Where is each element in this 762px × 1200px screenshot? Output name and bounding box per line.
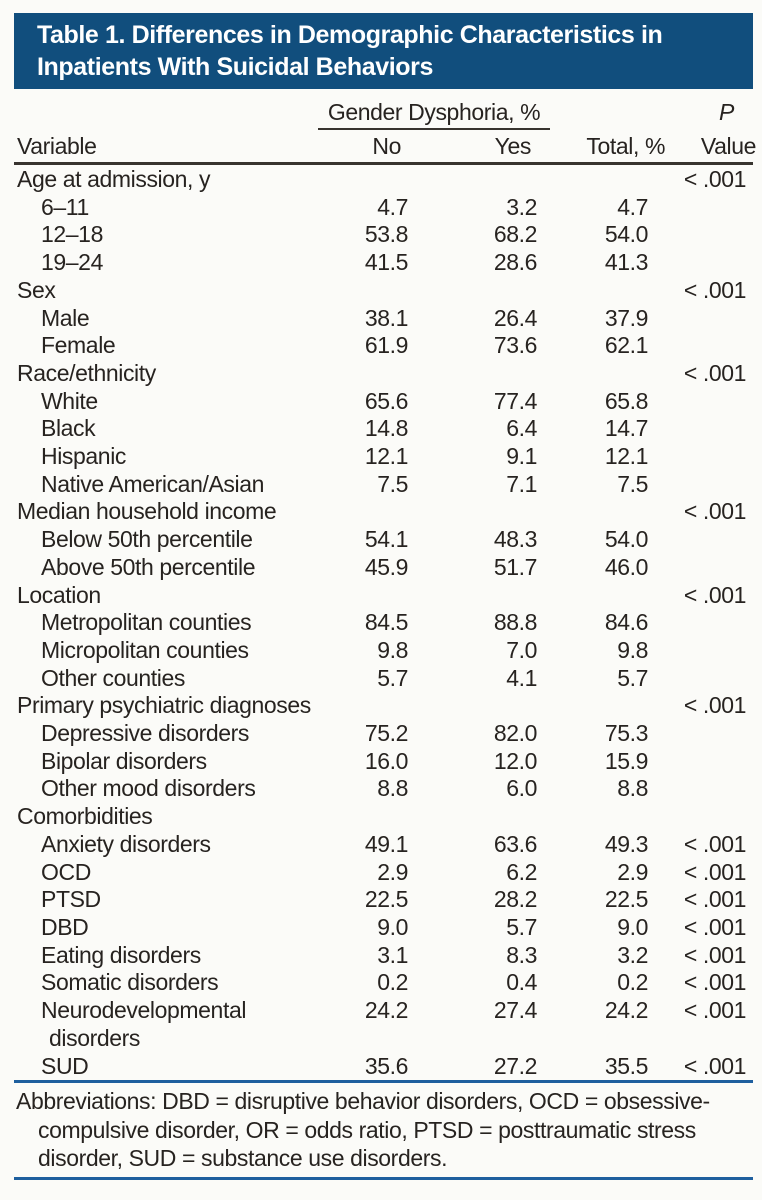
cell-p-value: < .001 [683, 276, 746, 303]
cell-yes: 82.0 [493, 720, 537, 747]
cell-yes: 6.0 [506, 775, 537, 802]
cell-p-value: < .001 [683, 913, 746, 940]
row-label: PTSD [41, 886, 101, 913]
cell-yes [408, 360, 537, 388]
row-label: 19–24 [41, 249, 103, 276]
cell-yes: 5.7 [506, 913, 537, 940]
row-label: Depressive disorders [41, 720, 250, 747]
cell-p-value: < .001 [683, 692, 746, 719]
cell-total: 49.3 [604, 830, 648, 857]
cell-no [318, 166, 408, 194]
table-row [14, 1053, 753, 1081]
cell-p-value: < .001 [683, 997, 746, 1024]
row-label: Below 50th percentile [41, 526, 253, 553]
cell-no: 9.0 [377, 913, 408, 940]
cell-p-value: < .001 [683, 969, 746, 996]
cell-p-value: < .001 [683, 498, 746, 525]
cell-yes [408, 166, 537, 194]
table-row [14, 388, 753, 416]
cell-total: 65.8 [604, 387, 648, 414]
cell-yes: 68.2 [493, 221, 537, 248]
footnote-line-1: Abbreviations: DBD = disruptive behavior disorders, OCD = obsessive- [16, 1088, 710, 1115]
cell-no: 4.7 [377, 193, 408, 220]
row-label: Bipolar disorders [41, 747, 207, 774]
cell-yes: 6.4 [506, 415, 537, 442]
cell-no: 53.8 [364, 221, 408, 248]
row-label: Race/ethnicity [17, 359, 156, 386]
cell-no: 22.5 [364, 886, 408, 913]
table-row [14, 748, 753, 776]
cell-yes: 73.6 [493, 332, 537, 359]
row-label: DBD [41, 913, 89, 940]
column-group-row [14, 100, 753, 130]
table-row [14, 609, 753, 637]
table-row [14, 360, 753, 388]
cell-no [318, 803, 408, 831]
cell-total: 3.2 [617, 941, 648, 968]
cell-yes [408, 582, 537, 610]
table-row [14, 692, 753, 720]
cell-yes: 27.2 [493, 1052, 537, 1079]
cell-yes [408, 498, 537, 526]
table-row [14, 221, 753, 249]
cell-p-value [648, 748, 746, 776]
row-label: Somatic disorders [41, 969, 219, 996]
table-row [14, 526, 753, 554]
cell-p-value [648, 775, 746, 803]
cell-no: 35.6 [364, 1052, 408, 1079]
cell-total: 12.1 [604, 443, 648, 470]
cell-p-value [648, 609, 746, 637]
row-label: Female [41, 332, 116, 359]
cell-yes: 26.4 [493, 304, 537, 331]
cell-no: 8.8 [377, 775, 408, 802]
cell-yes: 12.0 [493, 747, 537, 774]
cell-p-value [648, 415, 746, 443]
cell-p-value [648, 249, 746, 277]
cell-total: 37.9 [604, 304, 648, 331]
table-title-line-2: Inpatients With Suicidal Behaviors [37, 53, 433, 81]
footnote [14, 1080, 753, 1180]
cell-total [537, 360, 648, 388]
table-row [14, 471, 753, 499]
cell-yes: 4.1 [506, 664, 537, 691]
cell-yes: 6.2 [506, 858, 537, 885]
table-row [14, 886, 753, 914]
cell-total: 54.0 [604, 526, 648, 553]
p-column-header: P [719, 99, 734, 125]
cell-no: 38.1 [364, 304, 408, 331]
row-label: Median household income [17, 498, 277, 525]
cell-p-value: < .001 [683, 359, 746, 386]
table-row [14, 942, 753, 970]
cell-no: 16.0 [364, 747, 408, 774]
footnote-line-3: disorder, SUD = substance use disorders. [38, 1145, 448, 1172]
cell-no [318, 498, 408, 526]
table-row [14, 498, 753, 526]
cell-p-value [648, 388, 746, 416]
column-header-yes: Yes [494, 133, 531, 159]
table-row [14, 859, 753, 887]
cell-yes: 8.3 [506, 941, 537, 968]
cell-yes [408, 803, 537, 831]
row-label: SUD [41, 1052, 89, 1079]
column-header-variable: Variable [17, 133, 97, 159]
cell-yes: 28.2 [493, 886, 537, 913]
row-label: Age at admission, y [17, 166, 211, 192]
row-label: Primary psychiatric diagnoses [17, 692, 311, 719]
cell-no: 84.5 [364, 609, 408, 636]
row-label: Above 50th percentile [41, 553, 256, 580]
row-label: Anxiety disorders [41, 830, 211, 857]
cell-no: 3.1 [377, 941, 408, 968]
cell-no: 5.7 [377, 664, 408, 691]
cell-total [537, 277, 648, 305]
row-label: Location [17, 581, 101, 608]
cell-no: 12.1 [364, 443, 408, 470]
cell-p-value [648, 305, 746, 333]
column-header-p-value: Value [700, 133, 756, 159]
cell-yes: 88.8 [493, 609, 537, 636]
row-label: White [41, 387, 98, 414]
cell-no: 9.8 [377, 636, 408, 663]
table-row [14, 914, 753, 942]
cell-no: 61.9 [364, 332, 408, 359]
cell-no [318, 692, 408, 720]
row-label: Comorbidities [17, 803, 153, 830]
table-title-bar [14, 13, 753, 89]
cell-no: 14.8 [364, 415, 408, 442]
cell-no: 54.1 [364, 526, 408, 553]
cell-no [318, 360, 408, 388]
spacer [17, 100, 318, 130]
column-header-row [14, 130, 756, 162]
cell-total: 84.6 [604, 609, 648, 636]
table-row [14, 720, 753, 748]
cell-p-value [648, 443, 746, 471]
demographics-table-figure [14, 13, 756, 1180]
cell-no [318, 277, 408, 305]
cell-total [537, 498, 648, 526]
cell-no: 0.2 [377, 969, 408, 996]
cell-yes: 51.7 [493, 553, 537, 580]
cell-p-value [648, 554, 746, 582]
cell-p-value [648, 194, 746, 222]
cell-total: 35.5 [604, 1052, 648, 1079]
table-row [14, 415, 753, 443]
table-row [14, 305, 753, 333]
cell-yes [408, 692, 537, 720]
cell-total: 62.1 [604, 332, 648, 359]
table-row [14, 637, 753, 665]
row-label: Sex [17, 276, 56, 303]
cell-yes: 9.1 [506, 443, 537, 470]
table-row [14, 582, 753, 610]
table-row [14, 775, 753, 803]
cell-total: 41.3 [604, 249, 648, 276]
row-label: 12–18 [41, 221, 103, 248]
row-label: Hispanic [41, 443, 127, 470]
cell-yes: 3.2 [506, 193, 537, 220]
cell-total: 8.8 [617, 775, 648, 802]
row-label: Micropolitan counties [41, 636, 249, 663]
cell-total [537, 582, 648, 610]
cell-p-value [648, 637, 746, 665]
cell-yes: 77.4 [493, 387, 537, 414]
cell-yes: 27.4 [493, 997, 537, 1024]
cell-no: 45.9 [364, 553, 408, 580]
cell-yes: 0.4 [506, 969, 537, 996]
cell-total: 5.7 [617, 664, 648, 691]
row-label: Male [41, 304, 90, 331]
cell-no: 7.5 [377, 470, 408, 497]
cell-total: 75.3 [604, 720, 648, 747]
cell-total: 22.5 [604, 886, 648, 913]
cell-yes: 63.6 [493, 830, 537, 857]
cell-yes: 7.0 [506, 636, 537, 663]
cell-no: 75.2 [364, 720, 408, 747]
table-row [14, 969, 753, 997]
cell-p-value [648, 332, 746, 360]
row-label: Neurodevelopmental disorders [41, 997, 247, 1051]
table-row [14, 249, 753, 277]
cell-total: 7.5 [617, 470, 648, 497]
cell-p-value: < .001 [683, 886, 746, 913]
cell-p-value [648, 526, 746, 554]
cell-p-value: < .001 [683, 858, 746, 885]
cell-total: 2.9 [617, 858, 648, 885]
cell-p-value: < .001 [683, 941, 746, 968]
cell-total [537, 166, 648, 194]
cell-yes [408, 277, 537, 305]
table-row [14, 277, 753, 305]
cell-total: 14.7 [604, 415, 648, 442]
row-label: Black [41, 415, 96, 442]
footnote-line-2: compulsive disorder, OR = odds ratio, PTSD = posttraumatic stress [38, 1116, 696, 1143]
cell-no: 65.6 [364, 387, 408, 414]
cell-p-value [648, 720, 746, 748]
cell-no: 49.1 [364, 830, 408, 857]
cell-p-value: < .001 [683, 166, 746, 192]
cell-p-value [648, 471, 746, 499]
cell-p-value: < .001 [683, 830, 746, 857]
cell-total: 4.7 [617, 193, 648, 220]
cell-no: 24.2 [364, 997, 408, 1024]
cell-p-value [648, 221, 746, 249]
row-label: Eating disorders [41, 941, 201, 968]
row-label: OCD [41, 858, 91, 885]
spacer [537, 100, 648, 130]
table-title-line-1: Table 1. Differences in Demographic Characteristics in [37, 21, 663, 49]
gender-dysphoria-group-header: Gender Dysphoria, % [318, 100, 550, 130]
cell-no: 2.9 [377, 858, 408, 885]
cell-p-value [648, 803, 746, 831]
column-header-total: Total, % [586, 133, 665, 159]
cell-no [318, 582, 408, 610]
cell-total: 0.2 [617, 969, 648, 996]
cell-total: 46.0 [604, 553, 648, 580]
row-label: Native American/Asian [41, 470, 264, 497]
cell-total: 54.0 [604, 221, 648, 248]
cell-p-value [648, 665, 746, 693]
table-body [14, 165, 753, 1080]
cell-p-value: < .001 [683, 581, 746, 608]
cell-total: 24.2 [604, 997, 648, 1024]
cell-total: 9.8 [617, 636, 648, 663]
table-row [14, 166, 753, 194]
row-label: Other mood disorders [41, 775, 256, 802]
table-row [14, 803, 753, 831]
table-row [14, 194, 753, 222]
column-header-no: No [372, 133, 401, 159]
cell-p-value: < .001 [683, 1052, 746, 1079]
cell-total [537, 692, 648, 720]
cell-total: 15.9 [604, 747, 648, 774]
cell-yes: 28.6 [493, 249, 537, 276]
row-label: Other counties [41, 664, 185, 691]
table-row [14, 665, 753, 693]
cell-yes: 7.1 [506, 470, 537, 497]
cell-no: 41.5 [364, 249, 408, 276]
table-row [14, 554, 753, 582]
table-row [14, 997, 753, 1052]
cell-yes: 48.3 [493, 526, 537, 553]
cell-total [537, 803, 648, 831]
table-column-headers [14, 89, 756, 165]
table-row [14, 831, 753, 859]
row-label: Metropolitan counties [41, 609, 252, 636]
cell-total: 9.0 [617, 913, 648, 940]
table-row [14, 332, 753, 360]
table-row [14, 443, 753, 471]
row-label: 6–11 [41, 193, 89, 220]
